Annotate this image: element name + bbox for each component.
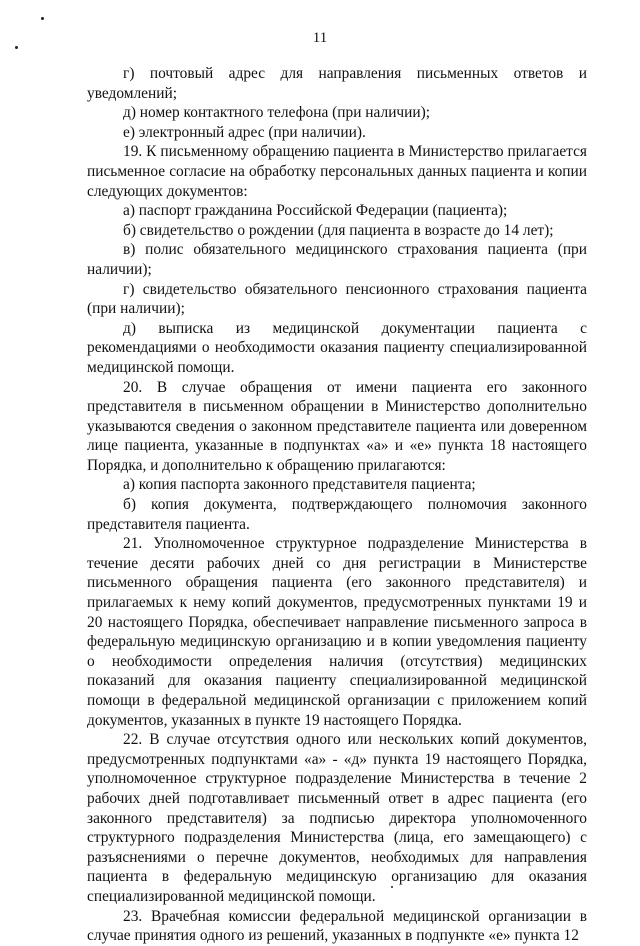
scan-speck <box>391 886 393 888</box>
page-number: 11 <box>312 30 328 46</box>
paragraph: б) копия документа, подтверждающего полномочия законного представителя пациента. <box>87 496 587 533</box>
scan-speck <box>41 17 44 20</box>
paragraph: 22. В случае отсутствия одного или нескольких копий документов, предусмотренных подпунктами «а» - «д» пункта 19 настоящего Порядка, уполномоченное структурное подразделение Министерства в течение 2 рабочих дней подготавливает письменный ответ в адрес пациента (его законного представителя) за подписью директора уполномоченного структурного подразделения Министерства (лица, его замещающего) с разъяснениями о перечне документов, необходимых для направления пациента в федеральную медицинскую организацию для оказания специализированной медицинской помощи. <box>87 731 587 905</box>
paragraph: а) копия паспорта законного представителя пациента; <box>123 476 476 494</box>
paragraph: б) свидетельство о рождении (для пациента в возрасте до 14 лет); <box>123 221 554 239</box>
paragraph: е) электронный адрес (при наличии). <box>123 123 366 141</box>
paragraph: д) номер контактного телефона (при наличии); <box>123 104 431 122</box>
paragraph: 21. Уполномоченное структурное подразделение Министерства в течение десяти рабочих дней со дня регистрации в Министерстве письменного обращения пациента (его законного представителя) и прилагаемых к нему копий документов, предусмотренных пунктами 19 и 20 настоящего Порядка, обеспечивает направление письменного запроса в федеральную медицинскую организацию и в копии уведомления пациенту о необходимости определения наличия (отсутствия) медицинских показаний для оказания пациенту специализированной медицинской помощи в федеральной медицинской организации с приложением копий документов, указанных в пункте 19 настоящего Порядка. <box>87 535 587 729</box>
paragraph: 23. Врачебная комиссии федеральной медицинской организации в случае принятия одного из решений, указанных в подпункте «е» пункта 12 <box>87 907 587 945</box>
paragraph: 19. К письменному обращению пациента в Министерство прилагается письменное согласие на обработку персональных данных пациента и копии следующих документов: <box>87 143 587 200</box>
paragraph: г) почтовый адрес для направления письменных ответов и уведомлений; <box>87 65 587 102</box>
paragraph: д) выписка из медицинской документации пациента с рекомендациями о необходимости оказания пациенту специализированной медицинской помощи. <box>87 319 587 376</box>
paragraph: в) полис обязательного медицинского страхования пациента (при наличии); <box>87 241 587 278</box>
paragraph: г) свидетельство обязательного пенсионного страхования пациента (при наличии); <box>87 280 587 318</box>
document-body <box>87 64 587 946</box>
paragraph: а) паспорт гражданина Российской Федерации (пациента); <box>123 202 508 220</box>
paragraph: 20. В случае обращения от имени пациента его законного представителя в письменном обращении в Министерство дополнительно указываются сведения о законном представителе пациента или доверенном лице пациента, указанные в подпунктах «а» и «е» пункта 18 настоящего Порядка, и дополнительно к обращению прилагаются: <box>87 378 587 474</box>
